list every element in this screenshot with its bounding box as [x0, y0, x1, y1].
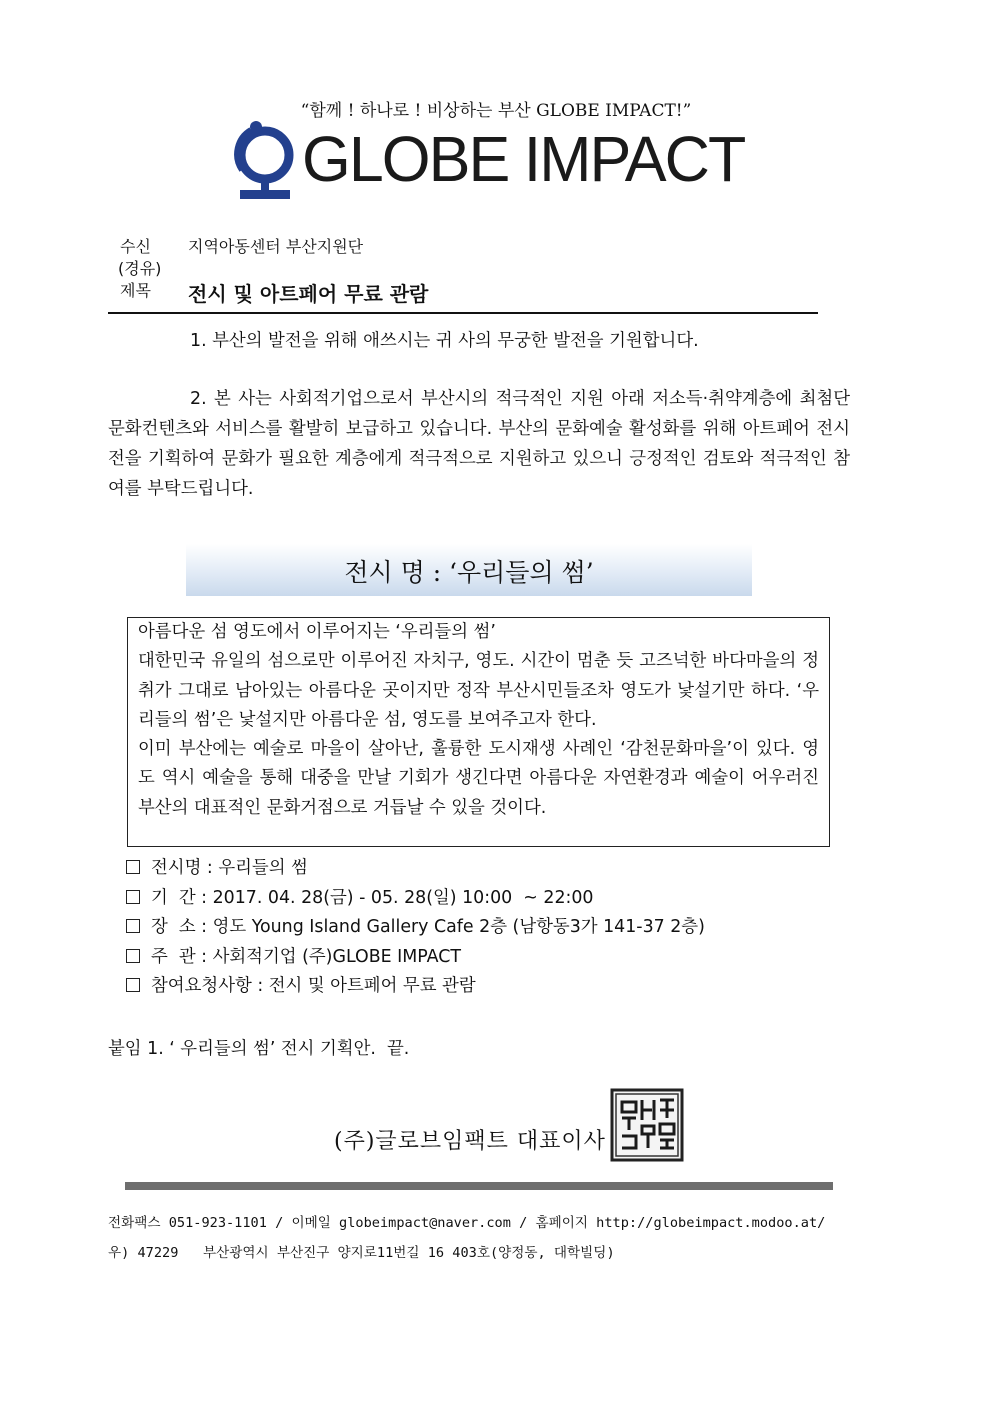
checkbox-icon: [126, 949, 140, 963]
recipient-label: 수신: [120, 237, 151, 256]
footer-contact: 전화팩스 051-923-1101 / 이메일 globeimpact@naver.com / 홈페이지 http://globeimpact.modoo.at/: [108, 1215, 826, 1231]
detail-item-period: 기 간 : 2017. 04. 28(금) - 05. 28(일) 10:00 ~ 22:00: [126, 884, 705, 914]
title-label: 제목: [120, 281, 151, 300]
via-label: (경유): [118, 259, 162, 278]
globe-impact-logo: [232, 118, 745, 202]
detail-item-venue: 장 소 : 영도 Young Island Gallery Cafe 2층 (남항동3가 141-37 2층): [126, 913, 705, 943]
detail-item-host: 주 관 : 사회적기업 (주)GLOBE IMPACT: [126, 943, 705, 973]
company-seal-icon: [610, 1088, 684, 1162]
recipient-value: 지역아동센터 부산지원단: [188, 237, 364, 256]
checkbox-icon: [126, 919, 140, 933]
exhibition-details: [126, 854, 705, 1002]
checkbox-icon: [126, 860, 140, 874]
description-box: [127, 617, 830, 847]
checkbox-icon: [126, 890, 140, 904]
checkbox-icon: [126, 978, 140, 992]
logo-wordmark: GLOBE IMPACT: [302, 123, 745, 195]
detail-item-name: 전시명 : 우리들의 썸: [126, 854, 705, 884]
slogan: “함께 ! 하나로 ! 비상하는 부산 GLOBE IMPACT!”: [300, 101, 692, 121]
exhibition-banner-title: 전시 명 : ‘우리들의 썸’: [344, 558, 594, 587]
description-line-1: 아름다운 섬 영도에서 이루어지는 ‘우리들의 썸’: [138, 622, 496, 642]
description-para-1: 대한민국 유일의 섬으로만 이루어진 자치구, 영도. 시간이 멈춘 듯 고즈넉한 바다마을의 정취가 그대로 남아있는 아름다운 곳이지만 정작 부산시민들조차 영도가 낯설기만 하다. ‘우리들의 썸’은 낯설지만 아름다운 섬, 영도를 보여주고자 한다.: [138, 651, 819, 730]
footer-address: 우) 47229 부산광역시 부산진구 양지로11번길 16 403호(양정동, 대학빌딩): [108, 1245, 615, 1261]
exhibition-banner: [186, 544, 752, 596]
footer-divider: [125, 1182, 833, 1190]
description-para-2: 이미 부산에는 예술로 마을이 살아난, 훌륭한 도시재생 사례인 ‘감천문화마을’이 있다. 영도 역시 예술을 통해 대중을 만날 기회가 생긴다면 아름다운 자연환경과 예술이 어우러진 부산의 대표적인 문화거점으로 거듭날 수 있을 것이다.: [138, 739, 819, 818]
paragraph-1: 1. 부산의 발전을 위해 애쓰시는 귀 사의 무궁한 발전을 기원합니다.: [190, 331, 699, 351]
paragraph-2: 2. 본 사는 사회적기업으로서 부산시의 적극적인 지원 아래 저소득·취약계층에 최첨단 문화컨텐츠와 서비스를 활발히 보급하고 있습니다. 부산의 문화예술 활성화를 위해 아트페어 전시전을 기획하여 문화가 필요한 계층에게 적극적으로 지원하고 있으니 긍정적인 검토와 적극적인 참여를 부탁드립니다.: [108, 389, 850, 499]
detail-item-request: 참여요청사항 : 전시 및 아트페어 무료 관람: [126, 972, 705, 1002]
signer-name: (주)글로브임팩트 대표이사: [334, 1129, 606, 1154]
globe-logo-icon: [232, 118, 298, 202]
attachment-note: 붙임 1. ‘ 우리들의 썸’ 전시 기획안. 끝.: [108, 1039, 410, 1059]
document-title: 전시 및 아트페어 무료 관람: [188, 282, 429, 306]
header-divider: [108, 312, 818, 314]
